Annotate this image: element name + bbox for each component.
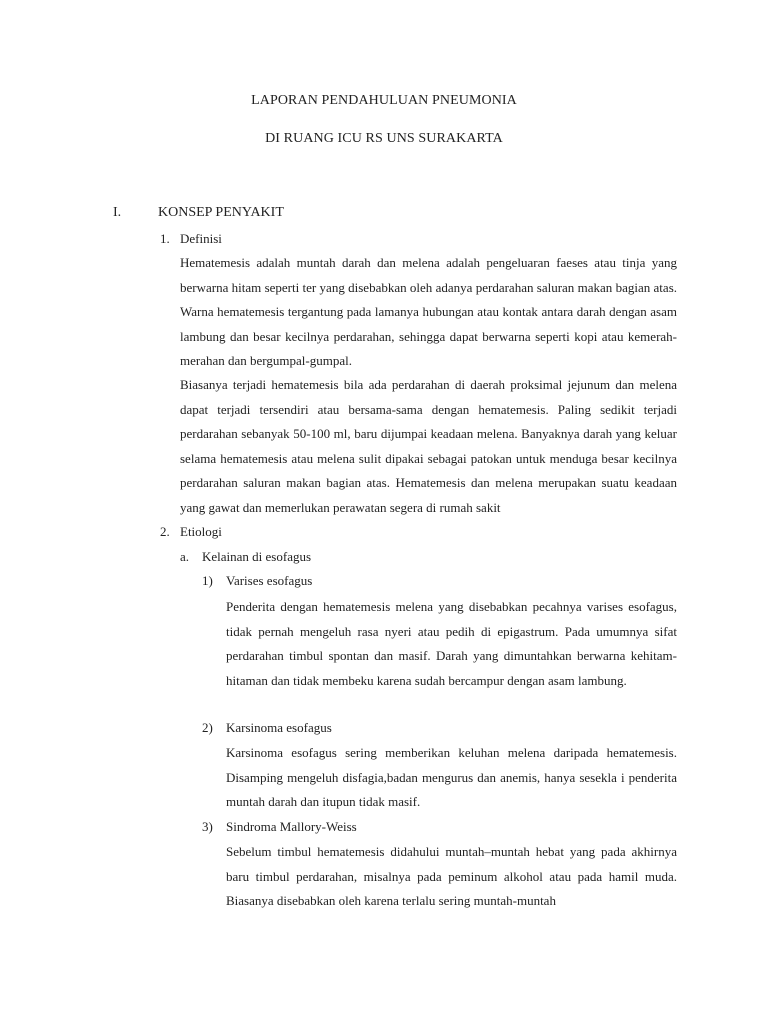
definisi-number: 1. (160, 231, 170, 246)
document-subtitle: DI RUANG ICU RS UNS SURAKARTA (265, 131, 503, 146)
list-item-number: 1) (202, 573, 213, 588)
etiologi-sub-label: Kelainan di esofagus (202, 549, 312, 564)
list-item-text: Penderita dengan hematemesis melena yang disebabkan pecahnya varises esofagus, tidak pernah mengeluh rasa nyeri atau pedih di epigastrum. Pada umumnya sifat perdarahan timbul spontan dan masif. Darah yang dimuntahkan berwarna kehitam-hitaman dan tidak membeku karena sudah bercampur dengan asam lambung. (226, 599, 677, 688)
section-heading: KONSEP PENYAKIT (158, 205, 284, 220)
list-item-label: Karsinoma esofagus (226, 720, 332, 735)
section-number: I. (113, 205, 122, 220)
list-item-text: Sebelum timbul hematemesis didahului muntah–muntah hebat yang pada akhirnya baru timbul perdarahan, misalnya pada peminum alkohol atau pada hamil muda. Biasanya disebabkan oleh karena terlalu sering muntah-muntah (226, 844, 677, 908)
list-item-number: 3) (202, 819, 213, 834)
list-item-number: 2) (202, 720, 213, 735)
list-item-label: Varises esofagus (226, 573, 313, 588)
etiologi-number: 2. (160, 524, 170, 539)
definisi-label: Definisi (180, 231, 222, 246)
definisi-paragraph-1: Hematemesis adalah muntah darah dan melena adalah pengeluaran faeses atau tinja yang berwarna hitam seperti ter yang disebabkan oleh adanya perdarahan saluran makan bagian atas. Warna hematemesis tergantung pada lamanya hubungan atau kontak antara darah dengan asam lambung dan besar kecilnya perdarahan, sehingga dapat berwarna seperti kopi atau kemerah-merahan dan bergumpal-gumpal. (180, 255, 677, 368)
document-title: LAPORAN PENDAHULUAN PNEUMONIA (251, 93, 517, 108)
list-item-label: Sindroma Mallory-Weiss (226, 819, 357, 834)
list-item-text: Karsinoma esofagus sering memberikan keluhan melena daripada hematemesis. Disamping mengeluh disfagia,badan mengurus dan anemis, hanya sesekla i penderita muntah darah dan itupun tidak masif. (226, 745, 677, 809)
etiologi-sub-letter: a. (180, 549, 190, 564)
etiologi-label: Etiologi (180, 524, 222, 539)
definisi-paragraph-2: Biasanya terjadi hematemesis bila ada perdarahan di daerah proksimal jejunum dan melena dapat terjadi tersendiri atau bersama-sama dengan hematemesis. Paling sedikit terjadi perdarahan sebanyak 50-100 ml, baru dijumpai keadaan melena. Banyaknya darah yang keluar selama hematemesis atau melena sulit dipakai sebagai patokan untuk menduga besar kecilnya perdarahan saluran makan bagian atas. Hematemesis dan melena merupakan suatu keadaan yang gawat dan memerlukan perawatan segera di rumah sakit (180, 377, 677, 515)
